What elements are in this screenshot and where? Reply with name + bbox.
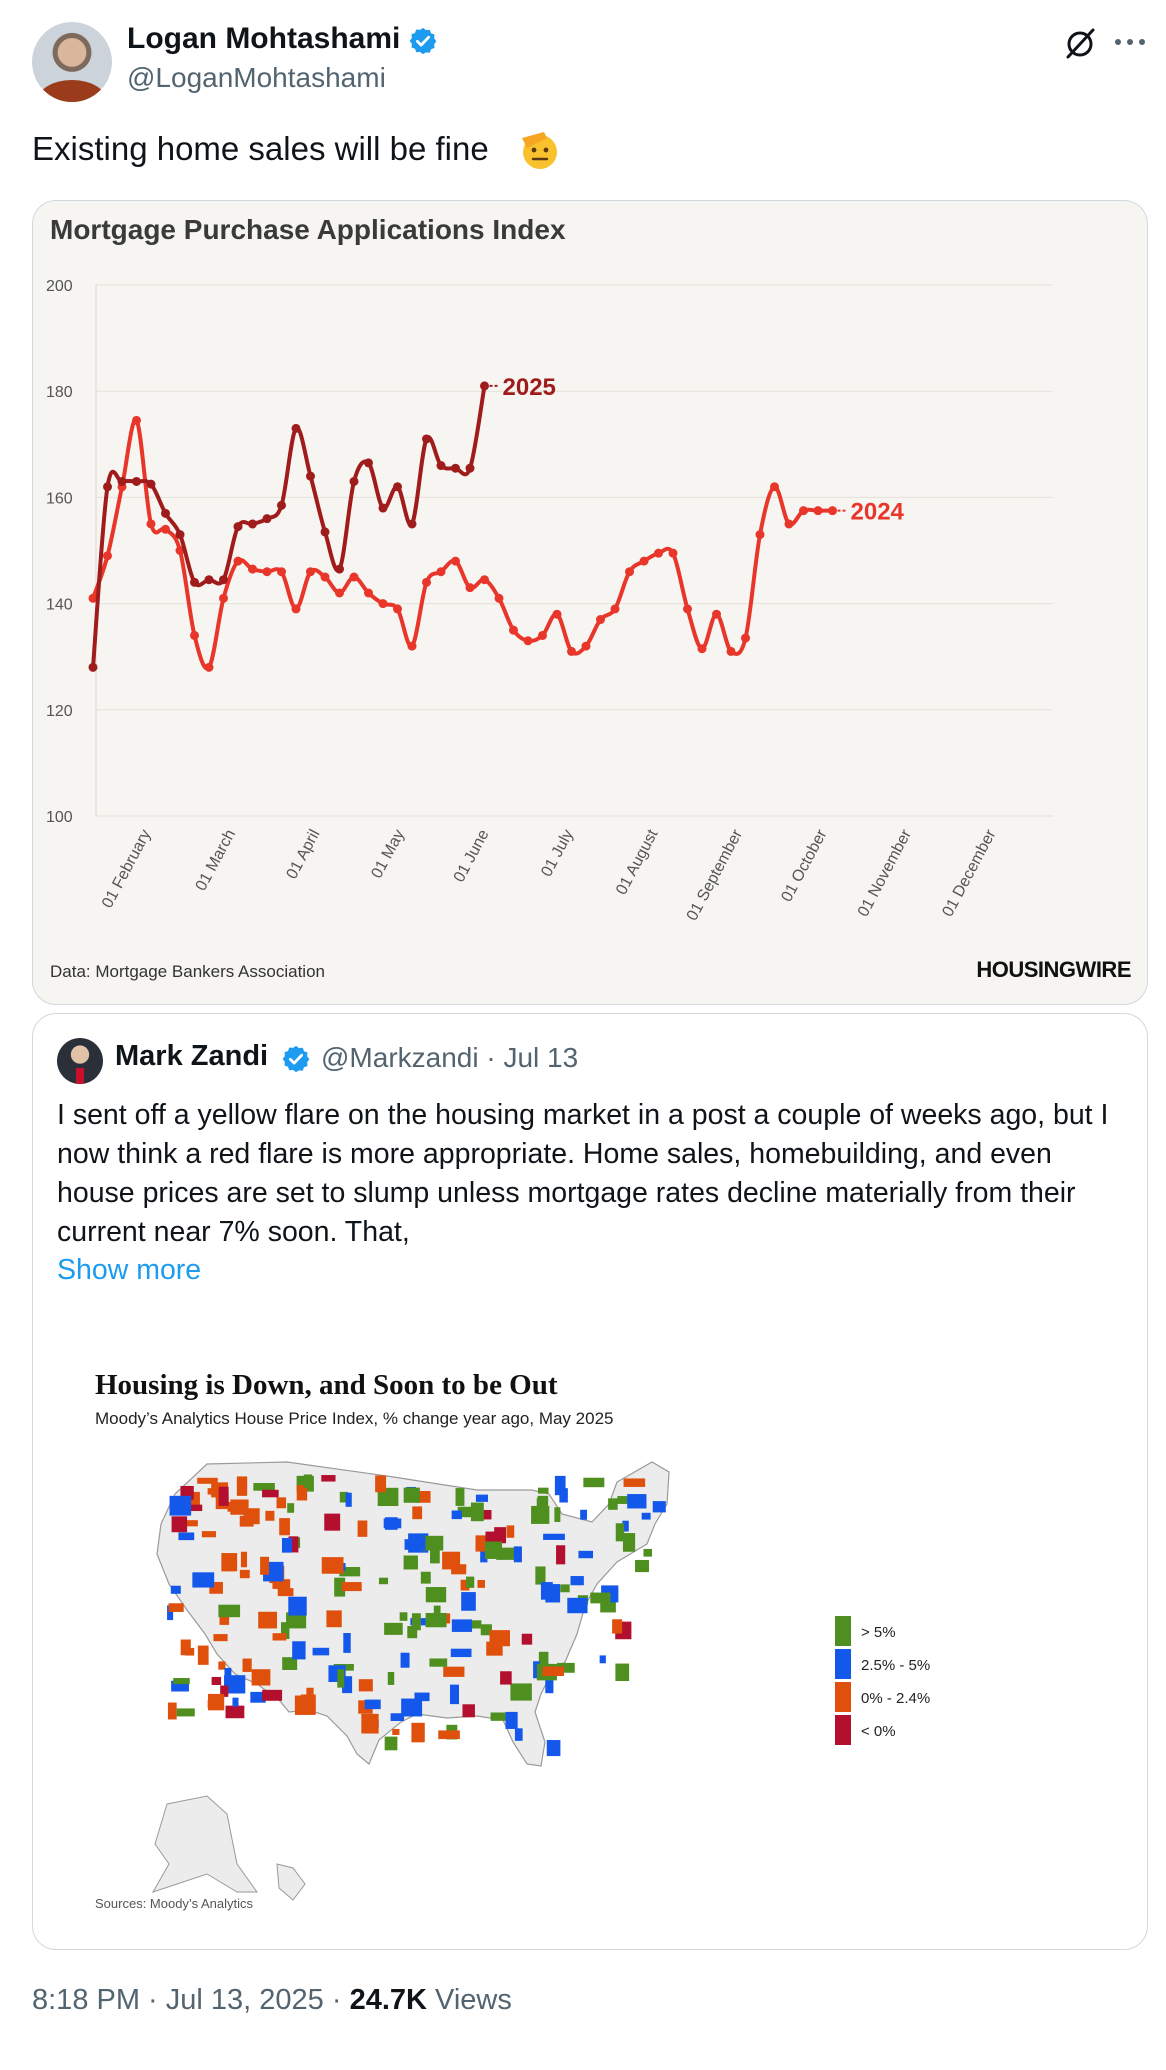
data-point-2025 [161,509,170,518]
metro-area-patch [507,1525,515,1537]
metro-area-patch [321,1475,335,1481]
data-point-2024 [625,567,634,576]
metro-area-patch [253,1483,275,1491]
metro-area-patch [173,1678,189,1684]
author-avatar[interactable] [32,22,112,102]
x-tick-label: 01 February [99,826,155,912]
metro-area-patch [583,1478,604,1487]
metro-area-patch [456,1488,465,1506]
x-tick-label: 01 November [854,826,916,920]
metro-area-patch [522,1634,532,1645]
metro-area-patch [392,1729,399,1735]
post-footer [32,1984,512,2017]
metro-area-patch [608,1498,618,1509]
metro-area-patch [412,1613,421,1630]
data-point-2025 [466,464,475,473]
data-point-2024 [408,642,417,651]
data-point-2024 [350,573,359,582]
mortgage-chart [33,201,1147,1004]
metro-area-patch [543,1534,565,1540]
x-tick-label: 01 October [778,826,831,905]
data-point-2025 [205,575,214,584]
data-point-2025 [437,461,446,470]
metro-area-patch [172,1516,188,1532]
data-point-2024 [553,610,562,619]
data-point-2024 [495,594,504,603]
x-tick-label: 01 August [613,826,662,898]
data-point-2025 [89,663,98,672]
metro-area-patch [401,1653,410,1668]
metro-area-patch [426,1613,447,1627]
metro-area-patch [278,1588,294,1596]
metro-area-patch [452,1619,472,1632]
data-point-2024 [161,525,170,534]
legend-swatch [835,1616,851,1646]
verified-badge-icon [408,26,438,56]
metro-area-patch [384,1623,403,1635]
data-point-2025 [132,477,141,486]
metro-area-patch [438,1730,460,1739]
data-point-2025 [379,504,388,513]
data-point-2024 [654,549,663,558]
metro-area-patch [240,1570,250,1578]
metro-area-patch [326,1610,341,1627]
metro-area-patch [322,1557,344,1574]
metro-area-patch [554,1507,560,1522]
metro-area-patch [510,1683,531,1700]
data-point-2024 [234,557,243,566]
data-point-2024 [596,615,605,624]
x-tick-label: 01 September [683,826,747,924]
quote-date[interactable]: · Jul 13 [486,1042,579,1073]
data-point-2025 [408,519,417,528]
metro-area-patch [177,1708,195,1716]
data-point-2024 [611,604,620,613]
data-point-2025 [190,578,199,587]
data-point-2024 [727,647,736,656]
data-point-2024 [683,604,692,613]
data-point-2025 [335,565,344,574]
post-timestamp[interactable]: 8:18 PM · Jul 13, 2025 · [32,1984,342,2016]
y-tick-label: 100 [46,809,73,826]
y-tick-label: 160 [46,490,73,508]
quote-text: I sent off a yellow flare on the housing market in a post a couple of weeks ago, but I now think a red flare is more appropriate. Home sales, homebuilding, and even house prices are set to slump unless mortgage rates decline materially from their current near 7% soon. That, [57,1099,1109,1248]
metro-area-patch [535,1566,545,1584]
verified-badge-icon [281,1044,311,1074]
metro-area-patch [401,1699,422,1717]
metro-area-patch [171,1586,181,1594]
metro-area-patch [426,1587,446,1602]
data-point-2024 [379,599,388,608]
hawaii-outline [277,1864,305,1900]
metro-area-patch [421,1572,431,1584]
map-title: Housing is Down, and Soon to be Out [95,1369,558,1401]
metro-area-patch [277,1497,287,1508]
data-point-2024 [393,604,402,613]
metro-area-patch [451,1564,466,1574]
data-point-2024 [263,567,272,576]
metro-area-patch [385,1737,398,1751]
data-point-2024 [205,663,214,672]
housingwire-logo: HOUSINGWIRE [976,957,1131,982]
data-point-2024 [364,588,373,597]
metro-area-patch [653,1501,666,1512]
us-map-figure [57,1344,1123,1924]
metro-area-patch [379,1578,388,1585]
metro-area-patch [212,1677,221,1685]
metro-area-patch [515,1728,523,1741]
more-icon[interactable] [1112,30,1148,54]
metro-area-patch [337,1669,344,1687]
metro-area-patch [218,1605,240,1617]
metro-area-patch [461,1592,476,1611]
metro-area-patch [543,1667,564,1676]
metro-area-patch [219,1487,229,1506]
map-subtitle: Moody’s Analytics House Price Index, % change year ago, May 2025 [95,1409,614,1428]
x-tick-label: 01 April [283,826,324,883]
metro-area-patch [537,1498,546,1515]
data-point-2024 [567,647,576,656]
post-text: Existing home sales will be fine [32,130,489,167]
metro-area-patch [600,1655,606,1663]
data-point-2025 [219,575,228,584]
data-point-2024 [640,557,649,566]
quote-author-handle[interactable]: @Markzandi [321,1042,479,1073]
show-more-link[interactable]: Show more [57,1254,202,1286]
series-label-2025: 2025 [502,373,556,401]
metro-area-patch [313,1648,330,1656]
views-label: Views [435,1984,512,2016]
metro-area-patch [301,1694,316,1713]
data-point-2024 [524,636,533,645]
metro-area-patch [384,1518,402,1528]
legend-swatch [835,1649,851,1679]
metro-area-patch [624,1478,646,1486]
metro-area-patch [237,1476,247,1495]
y-tick-label: 120 [46,702,73,720]
data-point-2024 [437,567,446,576]
metro-area-patch [221,1553,237,1571]
metro-area-patch [375,1475,386,1492]
metro-area-patch [288,1597,306,1616]
metro-area-patch [404,1488,420,1503]
data-point-2024 [292,604,301,613]
metro-area-patch [185,1648,195,1656]
metro-area-patch [243,1659,252,1672]
metro-area-patch [262,1690,282,1701]
data-point-2025 [176,530,185,539]
quote-meta [321,1042,578,1074]
data-point-2025 [103,482,112,491]
quoted-post[interactable] [32,1013,1148,1950]
metro-area-patch [197,1478,218,1484]
metro-area-patch [538,1488,549,1494]
metro-area-patch [451,1649,472,1657]
metro-area-patch [615,1664,629,1681]
author-name[interactable]: Logan Mohtashami [127,22,401,55]
legend-label: 2.5% - 5% [861,1657,931,1674]
metro-area-patch [556,1545,565,1564]
data-point-2025 [277,501,286,510]
data-point-2024 [451,557,460,566]
y-tick-label: 140 [46,596,73,614]
metro-area-patch [452,1510,462,1519]
data-point-2025 [118,477,127,486]
metro-area-patch [623,1533,635,1552]
data-point-2025 [350,477,359,486]
metro-area-patch [627,1494,646,1508]
metro-area-patch [346,1493,352,1507]
data-point-2024 [466,583,475,592]
metro-area-patch [477,1580,485,1588]
data-point-2025 [480,381,489,390]
data-point-2024 [480,575,489,584]
metro-area-patch [547,1740,561,1756]
legend-label: > 5% [861,1624,896,1641]
metro-area-patch [514,1546,522,1562]
data-point-2024 [669,549,678,558]
metro-area-patch [192,1572,214,1587]
chart-image[interactable] [32,200,1148,1005]
grok-icon[interactable] [1063,26,1097,60]
chart-source: Data: Mortgage Bankers Association [50,962,325,981]
data-point-2025 [306,472,315,481]
views-count[interactable]: 24.7K [349,1984,427,2016]
metro-area-patch [365,1700,381,1710]
house-price-map-image[interactable] [57,1344,1123,1924]
metro-area-patch [443,1667,464,1677]
metro-area-patch [260,1557,269,1575]
data-point-2025 [422,434,431,443]
series-line-2024 [93,420,833,669]
metro-area-patch [545,1584,560,1602]
metro-area-patch [559,1488,567,1502]
metro-area-patch [412,1506,422,1519]
metro-area-patch [571,1576,584,1585]
metro-area-patch [388,1672,394,1685]
metro-area-patch [342,1582,362,1591]
y-tick-label: 180 [46,384,73,402]
data-point-2024 [190,631,199,640]
metro-area-patch [539,1652,549,1664]
metro-area-patch [324,1514,340,1531]
metro-area-patch [213,1634,227,1641]
metro-area-patch [198,1646,209,1665]
metro-area-patch [226,1706,245,1719]
metro-area-patch [168,1603,183,1612]
metro-area-patch [409,1536,426,1550]
metro-area-patch [567,1598,587,1613]
metro-area-patch [343,1633,350,1653]
metro-area-patch [358,1520,368,1536]
data-point-2024 [306,567,315,576]
data-point-2024 [321,573,330,582]
metro-area-patch [258,1612,277,1629]
metro-area-patch [635,1560,649,1572]
metro-area-patch [590,1593,610,1604]
metro-area-patch [168,1703,177,1720]
data-point-2025 [263,514,272,523]
metro-area-patch [273,1633,287,1640]
metro-area-patch [450,1685,459,1704]
metro-area-patch [292,1641,305,1659]
data-point-2024 [277,567,286,576]
metro-area-patch [580,1510,587,1520]
alaska-outline [153,1796,257,1892]
metro-area-patch [282,1538,292,1553]
legend-label: < 0% [861,1723,896,1740]
metro-area-patch [462,1704,474,1717]
metro-area-patch [252,1669,271,1685]
metro-area-patch [400,1612,408,1621]
metro-area-patch [578,1551,593,1558]
legend-swatch [835,1682,851,1712]
legend-label: 0% - 2.4% [861,1690,931,1707]
data-point-2025 [321,527,330,536]
data-point-2024 [219,594,228,603]
metro-area-patch [361,1714,378,1734]
metro-area-patch [208,1488,219,1494]
author-handle[interactable]: @LoganMohtashami [127,62,386,93]
data-point-2024 [828,506,837,515]
data-point-2024 [103,551,112,560]
data-point-2024 [770,482,779,491]
quote-author-name[interactable]: Mark Zandi [115,1040,269,1072]
data-point-2024 [509,626,518,635]
metro-area-patch [466,1577,474,1588]
metro-area-patch [241,1552,247,1568]
series-label-2024: 2024 [850,498,904,526]
data-point-2025 [234,522,243,531]
y-tick-label: 200 [46,278,73,295]
data-point-2025 [451,464,460,473]
chart-title: Mortgage Purchase Applications Index [50,214,566,245]
data-point-2024 [147,519,156,528]
legend-swatch [835,1715,851,1745]
metro-area-patch [262,1490,279,1498]
map-source: Sources: Moody’s Analytics [95,1896,253,1911]
metro-area-patch [230,1499,248,1514]
data-point-2024 [248,565,257,574]
metro-area-patch [476,1495,488,1502]
metro-area-patch [265,1511,274,1521]
metro-area-patch [486,1642,502,1656]
metro-area-patch [506,1712,518,1729]
data-point-2024 [799,506,808,515]
data-point-2024 [785,519,794,528]
data-point-2025 [248,519,257,528]
metro-area-patch [170,1496,192,1516]
metro-area-patch [287,1503,294,1513]
metro-area-patch [232,1698,238,1707]
x-tick-label: 01 June [450,826,493,886]
metro-area-patch [642,1513,651,1520]
metro-area-patch [218,1661,225,1669]
metro-area-patch [429,1658,447,1666]
data-point-2024 [712,610,721,619]
x-tick-label: 01 July [538,826,578,880]
data-point-2024 [582,642,591,651]
data-point-2025 [393,482,402,491]
data-point-2025 [147,480,156,489]
data-point-2024 [422,578,431,587]
data-point-2024 [741,634,750,643]
metro-area-patch [411,1723,424,1743]
metro-area-patch [612,1619,622,1633]
metro-area-patch [404,1555,418,1569]
x-tick-label: 01 March [192,826,240,894]
metro-area-patch [616,1523,624,1541]
x-tick-label: 01 December [939,826,1000,920]
metro-area-patch [279,1518,290,1535]
data-point-2024 [132,416,141,425]
metro-area-patch [643,1549,652,1557]
metro-area-patch [304,1474,312,1487]
data-point-2024 [698,644,707,653]
data-point-2024 [335,588,344,597]
metro-area-patch [500,1671,512,1684]
data-point-2025 [364,458,373,467]
quote-author-avatar[interactable] [57,1038,103,1084]
data-point-2024 [814,506,823,515]
metro-area-patch [178,1532,194,1540]
metro-area-patch [359,1679,373,1691]
saluting-face-emoji [518,128,562,172]
metro-area-patch [202,1531,216,1537]
metro-area-patch [560,1584,569,1592]
metro-area-patch [208,1694,224,1710]
data-point-2025 [292,424,301,433]
data-point-2024 [538,631,547,640]
data-point-2024 [756,530,765,539]
metro-area-patch [485,1542,502,1559]
x-tick-label: 01 May [368,826,409,882]
